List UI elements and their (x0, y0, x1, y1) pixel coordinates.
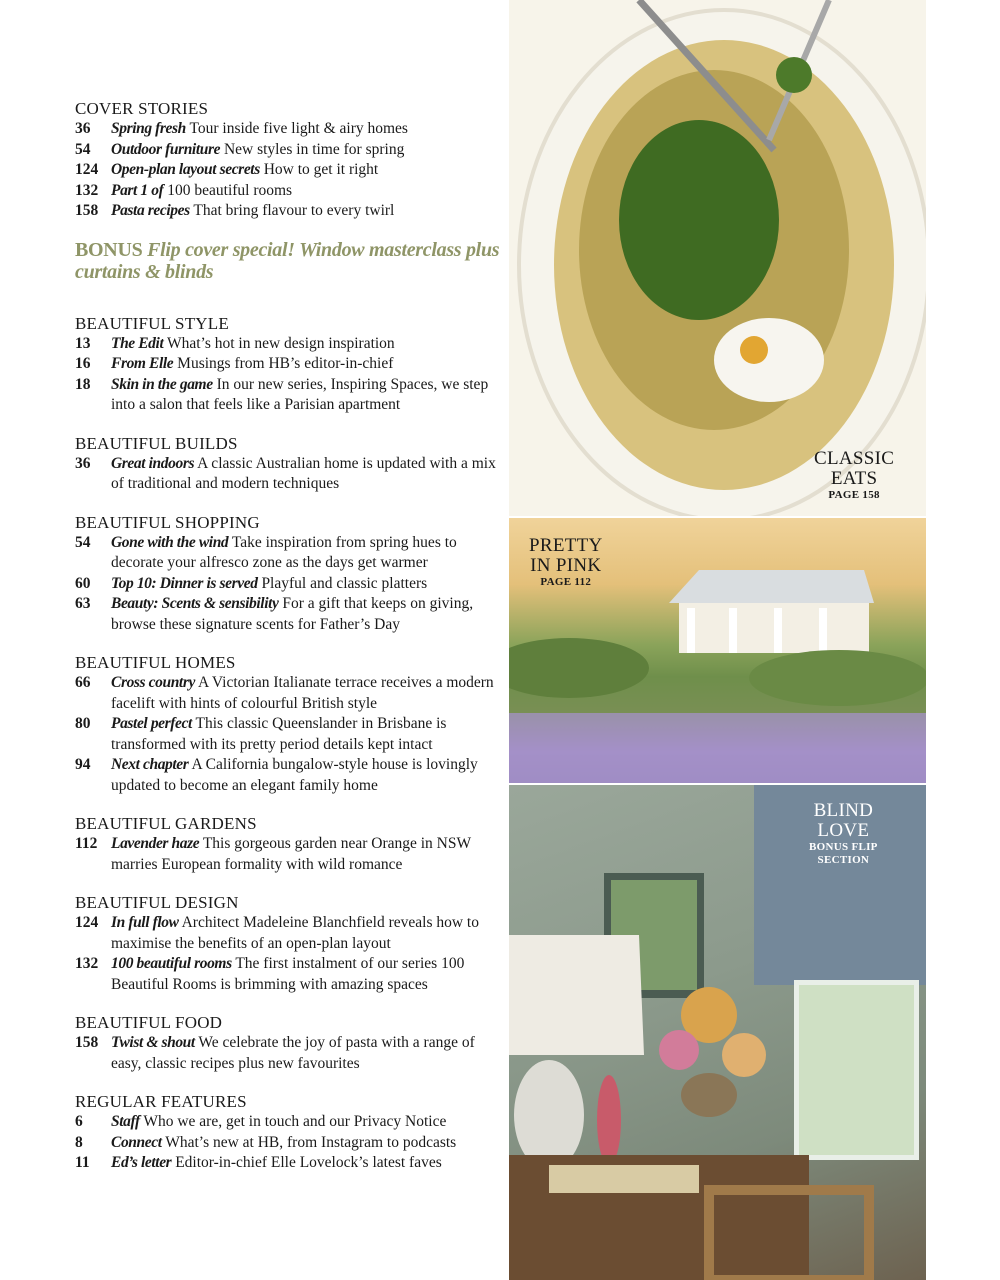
caption-line: IN PINK (530, 555, 602, 576)
pasta-photo (509, 0, 926, 516)
page-number: 36 (75, 454, 91, 472)
page-number: 132 (75, 181, 99, 199)
entry-description: In our new series, Inspiring Spaces, we step into a salon that feels like a Parisian apartment (111, 375, 493, 413)
pasta-illustration (509, 0, 926, 516)
garden-photo (509, 518, 926, 783)
section-title: BEAUTIFUL HOMES (75, 653, 236, 672)
entry-title: Gone with the wind (111, 533, 229, 551)
entry-text (111, 354, 500, 375)
page-number: 36 (75, 120, 91, 137)
section-title: BEAUTIFUL FOOD (75, 1013, 223, 1032)
toc-entry[interactable] (75, 954, 500, 995)
entry-description: This classic Queenslander in Brisbane is transformed with its pretty period details kept intact (111, 715, 451, 753)
entry-text (111, 533, 500, 574)
entry-title: Pastel perfect (111, 715, 192, 732)
caption-line: LOVE (817, 820, 870, 841)
entry-text (111, 755, 500, 796)
entry-title: Outdoor furniture (111, 140, 221, 158)
toc-section (75, 652, 500, 796)
entry-title: From Elle (111, 355, 174, 372)
entry-description: A classic Australian home is updated with a mix of traditional and modern techniques (111, 454, 500, 492)
entry-description: What’s new at HB, from Instagram to podcasts (161, 1133, 457, 1151)
page-number: 132 (75, 955, 99, 972)
toc-entry[interactable] (75, 533, 500, 574)
entry-title: Next chapter (111, 756, 189, 773)
entry-title: The Edit (111, 334, 164, 352)
toc-entry[interactable] (75, 201, 500, 222)
caption-line: CLASSIC (814, 448, 895, 469)
section-title: BEAUTIFUL STYLE (75, 313, 229, 333)
entry-text (111, 201, 500, 222)
blind-love-caption (809, 801, 878, 867)
bonus-text: Flip cover special! Window masterclass plus curtains & blinds (75, 238, 500, 283)
entry-title: Lavender haze (111, 835, 200, 852)
page-number: 13 (75, 334, 91, 352)
toc-entry[interactable] (75, 119, 500, 140)
entry-text (111, 1033, 500, 1074)
entry-description: Musings from HB’s editor-in-chief (173, 355, 394, 372)
entry-description: 100 beautiful rooms (163, 181, 293, 199)
section-title: REGULAR FEATURES (75, 1092, 247, 1111)
entry-title: Twist & shout (111, 1034, 195, 1051)
entry-title: Top 10: Dinner is served (111, 574, 258, 592)
entry-text (111, 1112, 500, 1133)
entry-description: This gorgeous garden near Orange in NSW marries European formality with wild romance (111, 835, 475, 873)
toc-entry[interactable] (75, 454, 500, 495)
toc-entry[interactable] (75, 1133, 500, 1154)
entry-title: Connect (111, 1133, 162, 1151)
page-number: 124 (75, 161, 99, 178)
entry-title: Beauty: Scents & sensibility (111, 595, 279, 612)
page-number: 94 (75, 756, 91, 773)
entry-title: In full flow (111, 914, 179, 931)
entry-text (111, 334, 500, 355)
entry-title: Cross country (111, 674, 195, 691)
toc-entry[interactable] (75, 673, 500, 714)
toc-entry[interactable] (75, 181, 500, 202)
entry-description: We celebrate the joy of pasta with a range of easy, classic recipes plus new favourites (111, 1034, 479, 1072)
toc-entry[interactable] (75, 1153, 500, 1174)
toc-entry[interactable] (75, 334, 500, 355)
entry-description: A Victorian Italianate terrace receives a modern facelift with hints of colourful British style (111, 674, 498, 712)
toc-section (75, 892, 500, 995)
entry-text (111, 1133, 500, 1154)
entry-description: How to get it right (259, 161, 379, 178)
entry-text (111, 594, 500, 635)
toc-section (75, 512, 500, 636)
caption-line: BLIND (813, 800, 874, 821)
bonus-callout[interactable] (75, 239, 500, 283)
entry-text (111, 140, 500, 161)
entry-text (111, 673, 500, 714)
entry-title: Spring fresh (111, 120, 186, 137)
toc-entry[interactable] (75, 160, 500, 181)
section-title: BEAUTIFUL GARDENS (75, 814, 257, 833)
pretty-in-pink-caption (529, 536, 603, 589)
entry-text (111, 574, 500, 595)
page-number: 6 (75, 1113, 83, 1130)
entry-title: Open-plan layout secrets (111, 161, 260, 178)
toc-entry[interactable] (75, 354, 500, 375)
page-number: 63 (75, 595, 91, 612)
section-title: COVER STORIES (75, 99, 209, 118)
section-title: BEAUTIFUL SHOPPING (75, 512, 260, 532)
entry-text (111, 160, 500, 181)
toc-entry[interactable] (75, 375, 500, 416)
caption-sub: SECTION (817, 854, 870, 866)
entry-description: Who we are, get in touch and our Privacy Notice (139, 1113, 447, 1130)
toc-entry[interactable] (75, 1033, 500, 1074)
section-title: BEAUTIFUL DESIGN (75, 893, 239, 912)
entry-title: Pasta recipes (111, 202, 190, 219)
entry-description: A California bungalow-style house is lovingly updated to become an elegant family home (111, 756, 482, 794)
section-title: BEAUTIFUL BUILDS (75, 433, 238, 453)
page-number: 54 (75, 533, 91, 551)
toc-entry[interactable] (75, 755, 500, 796)
toc-entry[interactable] (75, 913, 500, 954)
bonus-label: BONUS (75, 238, 143, 261)
page-number: 18 (75, 375, 91, 393)
toc-section (75, 433, 500, 495)
entry-text (111, 714, 500, 755)
entry-description: Editor-in-chief Elle Lovelock’s latest faves (171, 1154, 442, 1171)
entry-description: That bring flavour to every twirl (189, 202, 395, 219)
entry-description: Take inspiration from spring hues to decorate your alfresco zone as the days get warmer (111, 533, 461, 571)
page-number: 66 (75, 674, 91, 691)
caption-page: PAGE 112 (540, 576, 592, 588)
caption-line: PRETTY (529, 535, 603, 556)
toc-section (75, 313, 500, 416)
caption-page: PAGE 158 (828, 489, 880, 501)
toc-entry[interactable] (75, 714, 500, 755)
entry-text (111, 954, 500, 995)
toc-section (75, 1091, 500, 1174)
entry-description: For a gift that keeps on giving, browse these signature scents for Father’s Day (111, 595, 477, 633)
page-number: 158 (75, 202, 99, 219)
entry-text (111, 454, 500, 495)
entry-text (111, 913, 500, 954)
entry-description: The first instalment of our series 100 Beautiful Rooms is brimming with amazing spaces (111, 955, 469, 993)
page-number: 54 (75, 140, 91, 158)
toc-entry[interactable] (75, 834, 500, 875)
page-number: 16 (75, 355, 91, 372)
page-number: 80 (75, 715, 91, 732)
entry-description: What’s hot in new design inspiration (163, 334, 395, 352)
entry-title: Ed’s letter (111, 1154, 172, 1171)
toc-entry[interactable] (75, 140, 500, 161)
entry-description: Tour inside five light & airy homes (185, 120, 408, 137)
entry-description: Playful and classic platters (257, 574, 428, 592)
page-number: 8 (75, 1133, 83, 1151)
toc-entry[interactable] (75, 574, 500, 595)
toc-entry[interactable] (75, 594, 500, 635)
entry-description: New styles in time for spring (220, 140, 405, 158)
toc-section (75, 1012, 500, 1074)
entry-title: 100 beautiful rooms (111, 955, 232, 972)
caption-sub: BONUS FLIP (809, 841, 878, 853)
entry-title: Staff (111, 1113, 140, 1130)
toc-section (75, 98, 500, 222)
toc-entry[interactable] (75, 1112, 500, 1133)
table-of-contents (75, 98, 500, 1191)
entry-title: Part 1 of (111, 181, 164, 199)
page-number: 112 (75, 835, 98, 852)
caption-line: EATS (830, 468, 878, 489)
toc-section (75, 813, 500, 875)
entry-title: Great indoors (111, 454, 195, 472)
entry-title: Skin in the game (111, 375, 213, 393)
interior-photo (509, 785, 926, 1280)
entry-text (111, 375, 500, 416)
classic-eats-caption (814, 449, 894, 502)
page-number: 60 (75, 574, 91, 592)
entry-text (111, 181, 500, 202)
page-number: 158 (75, 1034, 99, 1051)
entry-text (111, 119, 500, 140)
page-number: 124 (75, 914, 99, 931)
entry-text (111, 834, 500, 875)
entry-description: Architect Madeleine Blanchfield reveals how to maximise the benefits of an open-plan layout (111, 914, 483, 952)
page-number: 11 (75, 1154, 90, 1171)
entry-text (111, 1153, 500, 1174)
